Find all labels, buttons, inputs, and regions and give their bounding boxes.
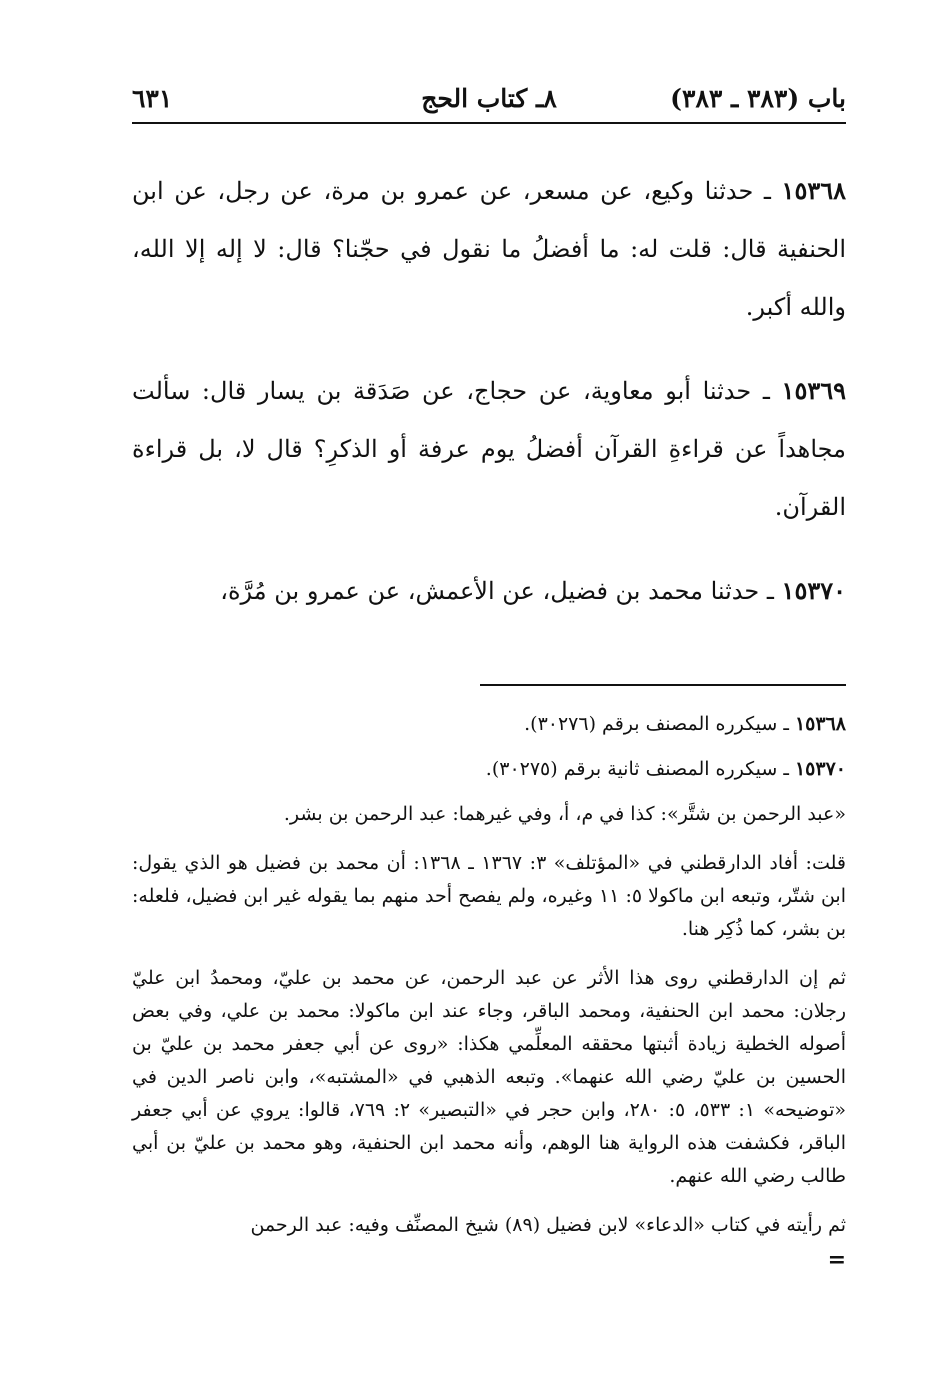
footnote [132, 708, 846, 741]
hadith-number: ١٥٣٦٨ [781, 176, 846, 205]
footnote-text: قلت: أفاد الدارقطني في «المؤتلف» ٣: ١٣٦٧ ـ ١٣٦٨: أن محمد بن فضيل هو الذي يقول: ابن شتّر، وتبعه ابن ماكولا ٥: ١١ وغيره، ولم يفصح أحد منهم بما يقوله غير ابن فضيل، فلعله: بن بشر، كما ذُكِر هنا. [132, 852, 846, 940]
footnote-text: ثم إن الدارقطني روى هذا الأثر عن عبد الرحمن، عن محمد بن عليّ، ومحمدُ ابن عليّ رجلان: محمد ابن الحنفية، ومحمد الباقر، وجاء عند ابن ماكولا: محمد بن علي، وفي بعض أصوله الخطية زيادة أثبتها محققه المعلِّمي هكذا: «روى عن أبي جعفر محمد بن عليّ بن الحسين بن عليّ رضي الله عنهما». وتبعه الذهبي في «المشتبه»، وابن ناصر الدين في «توضيحه» ١: ٥٣٣، ٥: ٢٨٠، وابن حجر في «التبصير» ٢: ٧٦٩، قالوا: يروي عن أبي جعفر الباقر، فكشفت هذه الرواية هنا الوهم، وأنه محمد ابن الحنفية، وهو محمد بن عليّ بن أبي طالب رضي الله عنهم. [132, 967, 846, 1187]
hadith-entry [132, 562, 846, 620]
book-title: ٨ـ كتاب الحج [421, 83, 557, 113]
hadith-text: ـ حدثنا محمد بن فضيل، عن الأعمش، عن عمرو بن مُرَّة، [220, 577, 774, 605]
hadith-number: ١٥٣٦٩ [781, 376, 846, 405]
footnote [132, 847, 846, 946]
footnote-number: ١٥٣٧٠ [794, 758, 846, 780]
continuation-mark: = [827, 1247, 846, 1273]
chapter-heading: باب (٣٨٣ ـ ٣٨٣) [670, 83, 846, 113]
footnote-text: ـ سيكرره المصنف ثانية برقم (٣٠٢٧٥). [485, 758, 789, 780]
hadith-text: ـ حدثنا أبو معاوية، عن حجاج، عن صَدَقة بن يسار قال: سألت مجاهداً عن قراءةِ القرآن أفضلُ يوم عرفة أو الذكرِ؟ قال لا، بل قراءة القرآن. [132, 377, 846, 521]
footnote-divider [480, 684, 846, 686]
footnote [132, 1209, 846, 1242]
footnotes-section [132, 708, 846, 1273]
page-header [132, 78, 846, 118]
footnote-number: ١٥٣٦٨ [794, 713, 846, 735]
footnote [132, 798, 846, 831]
footnote [132, 753, 846, 786]
footnote-text: ثم رأيته في كتاب «الدعاء» لابن فضيل (٨٩) شيخ المصنِّف وفيه: عبد الرحمن [250, 1214, 846, 1236]
page-number: ٦٣١ [132, 83, 173, 113]
footnote [132, 962, 846, 1193]
main-text [132, 162, 846, 620]
header-divider [132, 122, 846, 124]
hadith-entry [132, 362, 846, 536]
footnote-text: «عبد الرحمن بن شتَّر»: كذا في م، أ، وفي غيرهما: عبد الرحمن بن بشر. [283, 803, 846, 825]
document-page [132, 78, 846, 1328]
hadith-number: ١٥٣٧٠ [781, 576, 846, 605]
hadith-entry [132, 162, 846, 336]
footnote-text: ـ سيكرره المصنف برقم (٣٠٢٧٦). [524, 713, 789, 735]
hadith-text: ـ حدثنا وكيع، عن مسعر، عن عمرو بن مرة، عن رجل، عن ابن الحنفية قال: قلت له: ما أفضلُ ما نقول في حجّنا؟ قال: لا إله إلا الله، والله أكبر. [132, 177, 846, 321]
